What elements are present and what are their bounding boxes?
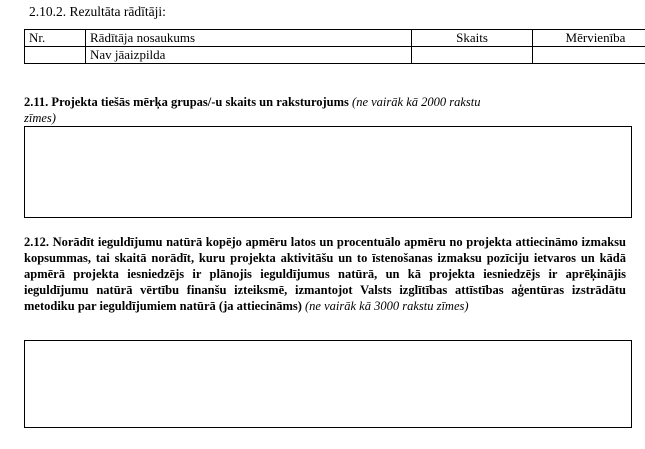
section-2-11-limit-note: (ne vairāk kā 2000 rakstu xyxy=(352,95,481,109)
target-group-answer-field[interactable] xyxy=(24,126,632,218)
table-cell-unit[interactable] xyxy=(533,47,645,64)
column-header-unit: Mērvienība xyxy=(533,30,645,47)
section-2-11-limit-note-cont: zīmes) xyxy=(24,111,56,125)
section-2-12-title: 2.12. Norādīt ieguldījumu natūrā kopējo apmēru latos un procentuālo apmēru no projekta attiecināmo izmaksu kopsummas, tai skaitā norādīt, kuru projekta aktivitāšu un to īstenošanas izmaksu pozīciju ietvaros un kādā apmērā projekta iesniedzējs ir plānojis ieguldījumus natūrā, un kā projekta iesniedzējs ir aprēķinājis ieguldījumu natūrā vērtību finanšu izteiksmē, izmantojot Valsts izglītības attīstības aģentūras izstrādātu metodiku par ieguldījumiem natūrā (ja attiecināms) xyxy=(24,235,626,313)
column-header-indicator-name: Rādītāja nosaukums xyxy=(86,30,412,47)
column-header-nr: Nr. xyxy=(25,30,86,47)
in-kind-contribution-answer-field[interactable] xyxy=(24,340,632,428)
section-2-12-limit-note: (ne vairāk kā 3000 rakstu zīmes) xyxy=(305,299,469,313)
results-indicators-table xyxy=(24,29,645,64)
table-cell-indicator-name[interactable]: Nav jāaizpilda xyxy=(86,47,412,64)
table-cell-count[interactable] xyxy=(412,47,533,64)
table-cell-nr[interactable] xyxy=(25,47,86,64)
column-header-count: Skaits xyxy=(412,30,533,47)
table-row xyxy=(25,47,645,64)
section-2-11-prompt xyxy=(24,94,620,126)
table-header-row xyxy=(25,30,645,47)
section-2-11-title: 2.11. Projekta tiešās mērķa grupas/-u skaits un raksturojums xyxy=(24,95,349,109)
section-2-12-prompt xyxy=(24,234,626,314)
section-heading-2-10-2: 2.10.2. Rezultāta rādītāji: xyxy=(29,4,166,19)
